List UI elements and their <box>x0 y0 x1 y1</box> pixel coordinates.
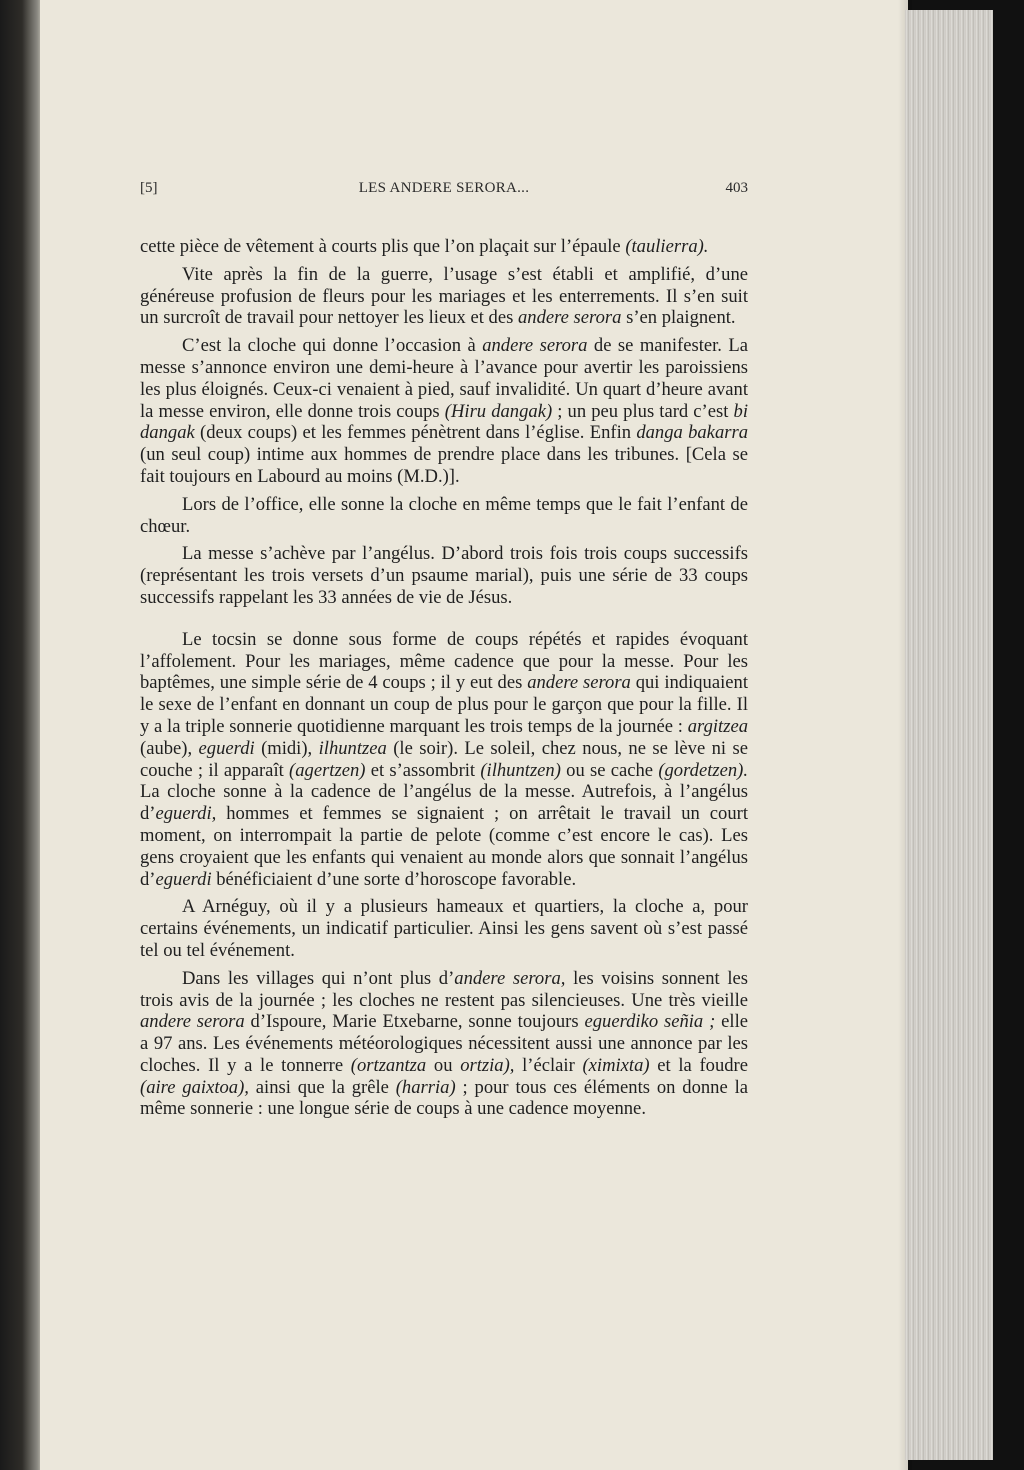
italic-term: andere serora <box>527 672 631 694</box>
italic-term: (ortzantza <box>350 1054 427 1076</box>
text-run: La cloche sonne à la cadence de l’angélus de la messe. Autrefois, à l’angélus d’ <box>140 781 748 825</box>
text-run: (midi), <box>254 737 319 759</box>
text-run: (aube), <box>140 737 199 759</box>
text-run: elle a 97 ans. Les événements météorologiques nécessitent aussi une annonce par les cloches. Il y a le tonnerre <box>140 1011 748 1076</box>
body-text <box>140 236 748 1126</box>
text-run: s’en plaignent. <box>621 307 736 329</box>
paragraph <box>140 543 748 608</box>
paragraph <box>140 335 748 488</box>
page-stack-edges <box>905 10 993 1460</box>
text-run: ainsi que la grêle <box>248 1076 396 1098</box>
italic-term: (ximixta) <box>582 1054 650 1076</box>
italic-term: eguerdi <box>198 737 255 759</box>
text-run: ou <box>426 1054 461 1076</box>
text-run: bénéficiaient d’une sorte d’horoscope favorable. <box>211 868 577 890</box>
facing-page-edge <box>0 0 44 1470</box>
text-run: Le tocsin se donne sous forme de coups répétés et rapides évoquant l’affolement. Pour les mariages, même cadence que pour la messe. Pour les baptêmes, une simple série de 4 coups ; il y eut des <box>140 628 748 694</box>
text-run: Lors de l’office, elle sonne la cloche en même temps que le fait l’enfant de chœur. <box>140 493 748 537</box>
italic-term: ortzia), <box>460 1054 515 1076</box>
italic-term: eguerdi, <box>155 803 217 825</box>
text-run: Vite après la fin de la guerre, l’usage s’est établi et amplifié, d’une généreuse profusion de fleurs pour les mariages et les enterrements. Il s’en suit un surcroît de travail pour nettoyer les lieux et des <box>140 263 748 329</box>
running-title: LES ANDERE SERORA... <box>358 180 530 196</box>
paragraph <box>140 236 748 258</box>
text-run: et s’assombrit <box>365 759 481 781</box>
italic-term: andere serora <box>517 307 622 329</box>
italic-term: (gordetzen). <box>658 759 748 781</box>
italic-term: danga bakarra <box>636 422 749 444</box>
text-run: La messe s’achève par l’angélus. D’abord trois fois trois coups successifs (représentant les trois versets d’un psaume marial), puis une série de 33 coups successifs rappelant les 33 années de vie de Jésus. <box>140 543 748 608</box>
italic-term: ilhuntzea <box>318 737 387 759</box>
paragraph <box>140 629 748 891</box>
italic-term: andere serora <box>482 335 588 357</box>
running-header <box>140 180 748 202</box>
text-run: les voisins sonnent les trois avis de la journée ; les cloches ne restent pas silencieuses. Une très vieille <box>140 967 748 1011</box>
italic-term: eguerdiko señia ; <box>584 1011 716 1033</box>
italic-term: (harria) <box>395 1076 456 1098</box>
section-number: [5] <box>140 180 158 196</box>
italic-term: (agertzen) <box>289 759 366 781</box>
italic-term: (aire gaixtoa), <box>140 1076 249 1098</box>
text-run: (deux coups) et les femmes pénètrent dans l’église. Enfin <box>194 422 637 444</box>
text-run: ou se cache <box>560 759 659 781</box>
text-run: C’est la cloche qui donne l’occasion à <box>182 335 483 357</box>
page-number: 403 <box>725 180 748 196</box>
italic-term: argitzea <box>687 715 748 737</box>
text-run: (le soir). Le soleil, chez nous, ne se lève ni se couche ; il apparaît <box>140 737 748 781</box>
paragraph <box>140 264 748 329</box>
text-run: ; pour tous ces éléments on donne la même sonnerie : une longue série de coups à une cadence moyenne. <box>140 1076 748 1120</box>
italic-term: (Hiru dangak) <box>444 400 553 422</box>
text-run: qui indiquaient le sexe de l’enfant en donnant un coup de plus pour le garçon que pour la fille. Il y a la triple sonnerie quotidienne marquant les trois temps de la journée : <box>140 672 748 737</box>
italic-term: (taulierra). <box>625 236 709 257</box>
text-run: et la foudre <box>649 1054 748 1076</box>
text-run: hommes et femmes se signaient ; on arrêtait le travail un court moment, on interrompait la partie de pelote (comme c’est encore le cas). Les gens croyaient que les enfants qui venaient au monde alors que sonnait l’angélus d’ <box>140 803 748 890</box>
text-run: l’éclair <box>514 1054 583 1076</box>
italic-term: (ilhuntzen) <box>480 759 561 781</box>
paragraph <box>140 896 748 961</box>
paragraph <box>140 968 748 1121</box>
italic-term: bi dangak <box>140 400 748 444</box>
italic-term: eguerdi <box>155 868 212 890</box>
text-run: cette pièce de vêtement à courts plis que l’on plaçait sur l’épaule <box>140 236 626 257</box>
text-run: de se manifester. La messe s’annonce environ une demi-heure à l’avance pour avertir les paroissiens les plus éloignés. Ceux-ci venaient à pied, sauf invalidité. Un quart d’heure avant la messe environ, elle donne trois coups <box>140 335 748 422</box>
text-run: A Arnéguy, où il y a plusieurs hameaux et quartiers, la cloche a, pour certains événements, un indicatif particulier. Ainsi les gens savent où s’est passé tel ou tel événement. <box>140 896 748 961</box>
paragraph <box>140 494 748 538</box>
text-run: ; un peu plus tard c’est <box>552 400 734 422</box>
text-run: d’Ispoure, Marie Etxebarne, sonne toujours <box>244 1011 585 1033</box>
text-run: Dans les villages qui n’ont plus d’ <box>182 967 455 989</box>
text-run: (un seul coup) intime aux hommes de prendre place dans les tribunes. [Cela se fait toujours en Labourd au moins (M.D.)]. <box>140 444 748 487</box>
italic-term: andere serora, <box>454 967 566 989</box>
italic-term: andere serora <box>140 1011 245 1033</box>
